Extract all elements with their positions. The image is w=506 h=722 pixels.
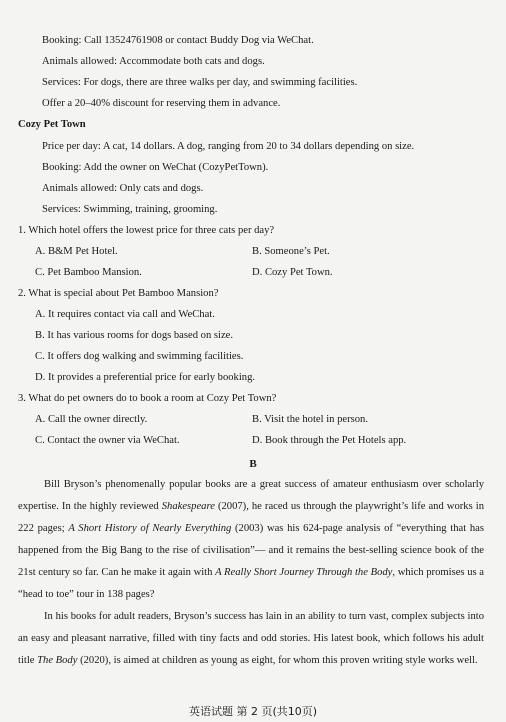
q1-option-d[interactable]: D. Cozy Pet Town. xyxy=(252,267,333,278)
buddy-booking-line: Booking: Call 13524761908 or contact Buddy Dog via WeChat. xyxy=(42,35,314,46)
buddy-discount-line: Offer a 20–40% discount for reserving them in advance. xyxy=(42,98,281,109)
passage-b-paragraph-1 xyxy=(18,474,484,606)
q1-option-b[interactable]: B. Someone’s Pet. xyxy=(252,246,330,257)
p1-title-short-history: A Short History of Nearly Everything xyxy=(68,523,232,534)
q3-option-d[interactable]: D. Book through the Pet Hotels app. xyxy=(252,435,407,446)
p1-text-3: (2003) was his 624-page analysis of “everything that has happened from the Big Bang to the rise of civilisation”— and it remains the best-selling science book of the 21st century so far. Can he make it again with xyxy=(18,523,484,578)
buddy-services-line: Services: For dogs, there are three walks per day, and swimming facilities. xyxy=(42,77,358,88)
q1-option-row-2 xyxy=(0,267,506,279)
q3-option-b[interactable]: B. Visit the hotel in person. xyxy=(252,414,368,425)
p2-text-2: (2020), is aimed at children as young as eight, for whom this proven writing style works well. xyxy=(77,655,478,666)
q3-option-c[interactable]: C. Contact the owner via WeChat. xyxy=(35,435,180,446)
p2-text-1: In his books for adult readers, Bryson’s success has lain in an ability to turn vast, complex subjects into an easy and pleasant narrative, filled with tiny facts and odd stories. His latest book, which follows his adult title xyxy=(18,611,484,666)
q3-option-a[interactable]: A. Call the owner directly. xyxy=(35,414,148,425)
cozy-booking-line: Booking: Add the owner on WeChat (CozyPetTown). xyxy=(42,162,269,173)
q2-option-a[interactable]: A. It requires contact via call and WeChat. xyxy=(35,309,215,320)
q2-option-c[interactable]: C. It offers dog walking and swimming facilities. xyxy=(35,351,244,362)
passage-b xyxy=(18,474,484,672)
q1-option-a[interactable]: A. B&M Pet Hotel. xyxy=(35,246,118,257)
p1-title-shakespeare: Shakespeare xyxy=(161,501,215,512)
question-3-stem: 3. What do pet owners do to book a room at Cozy Pet Town? xyxy=(18,393,277,404)
q2-option-d[interactable]: D. It provides a preferential price for early booking. xyxy=(35,372,256,383)
q3-option-row-2 xyxy=(0,435,506,447)
page-footer: 英语试题 第 2 页(共10页) xyxy=(188,705,318,718)
cozy-animals-line: Animals allowed: Only cats and dogs. xyxy=(42,183,204,194)
cozy-price-line: Price per day: A cat, 14 dollars. A dog, ranging from 20 to 34 dollars depending on size. xyxy=(42,141,415,152)
question-1-stem: 1. Which hotel offers the lowest price for three cats per day? xyxy=(18,225,275,236)
buddy-animals-line: Animals allowed: Accommodate both cats and dogs. xyxy=(42,56,265,67)
p1-text-4: , which promises us a “head to toe” tour in 138 pages? xyxy=(18,567,484,600)
passage-b-paragraph-2 xyxy=(18,606,484,672)
p2-title-the-body: The Body xyxy=(37,655,78,666)
p1-title-journey: A Really Short Journey Through the Body xyxy=(215,567,393,578)
cozy-services-line: Services: Swimming, training, grooming. xyxy=(42,204,218,215)
q1-option-row-1 xyxy=(0,246,506,258)
p1-text-1: Bill Bryson’s phenomenally popular books are a great success of amateur enthusiasm over scholarly expertise. In the highly reviewed xyxy=(18,479,484,512)
section-b-label: B xyxy=(249,458,257,470)
question-2-stem: 2. What is special about Pet Bamboo Mansion? xyxy=(18,288,219,299)
q1-option-c[interactable]: C. Pet Bamboo Mansion. xyxy=(35,267,142,278)
q2-option-b[interactable]: B. It has various rooms for dogs based on size. xyxy=(35,330,234,341)
p1-text-2: (2007), he raced us through the playwright’s life and works in 222 pages; xyxy=(18,501,484,534)
cozy-heading: Cozy Pet Town xyxy=(18,119,86,130)
q3-option-row-1 xyxy=(0,414,506,426)
